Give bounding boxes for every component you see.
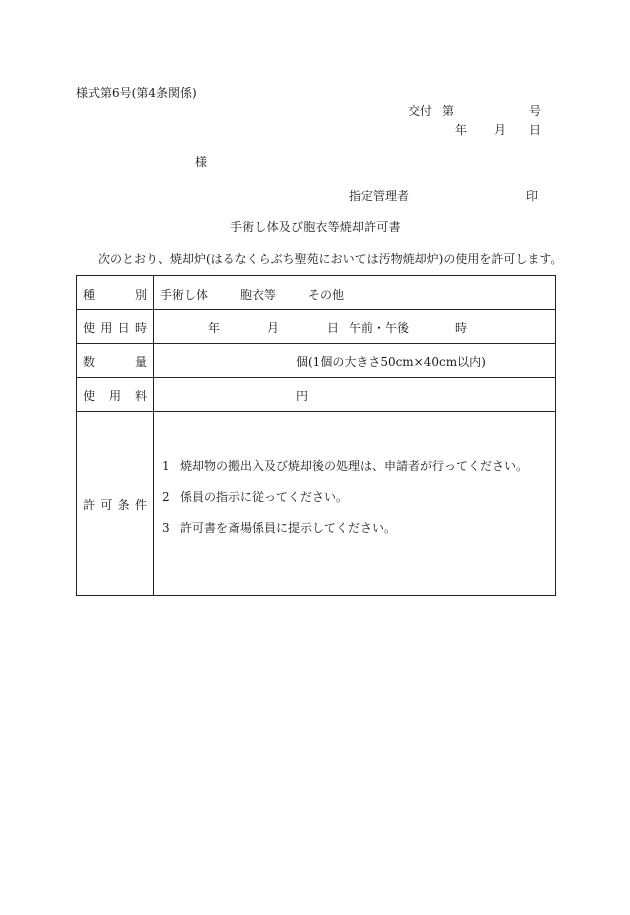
conditions-label-char: 可 [100, 498, 113, 512]
condition-number: 2 [162, 490, 170, 504]
condition-item [162, 459, 528, 473]
date-month: 月 [494, 123, 507, 137]
datetime-label-char: 使 [83, 321, 96, 335]
form-number: 様式第6号(第4条関係) [76, 86, 197, 100]
datetime-month: 月 [267, 321, 280, 335]
condition-text: 焼却物の搬出入及び焼却後の処理は、申請者が行ってください。 [180, 459, 529, 473]
datetime-label [83, 321, 147, 335]
issue-go: 号 [529, 104, 542, 118]
issue-number-line [408, 104, 542, 118]
row-divider [77, 377, 555, 378]
permit-table [76, 275, 556, 596]
row-divider [77, 309, 555, 310]
datetime-day: 日 [327, 321, 340, 335]
condition-number: 3 [162, 521, 170, 535]
datetime-label-char: 時 [134, 321, 147, 335]
issue-label: 交付 [408, 104, 433, 118]
datetime-hour: 時 [455, 321, 468, 335]
datetime-ampm: 午前・午後 [349, 321, 410, 335]
issue-date-line [455, 123, 542, 137]
intro-text: 次のとおり、焼却炉(はるなくらぶち聖苑においては汚物焼却炉)の使用を許可します。 [98, 252, 563, 266]
document-title: 手術し体及び胞衣等焼却許可書 [230, 220, 401, 234]
kind-label [83, 288, 147, 302]
datetime-label-char: 用 [100, 321, 113, 335]
fee-label-char: 用 [108, 389, 121, 403]
kind-option-placenta: 胞衣等 [240, 288, 277, 302]
conditions-label-char: 件 [134, 498, 147, 512]
condition-item [162, 521, 396, 535]
fee-label-char: 料 [134, 389, 147, 403]
kind-label-char: 別 [134, 288, 147, 302]
addressee-suffix: 様 [195, 155, 208, 169]
label-column-divider [153, 276, 154, 595]
fee-label-char: 使 [83, 389, 96, 403]
quantity-label-char: 数 [83, 355, 96, 369]
date-day: 日 [529, 123, 542, 137]
manager-label: 指定管理者 [349, 189, 410, 203]
fee-value: 円 [296, 389, 309, 403]
fee-label [83, 389, 147, 403]
quantity-label-char: 量 [134, 355, 147, 369]
kind-option-other: その他 [308, 288, 345, 302]
issue-dai: 第 [442, 104, 455, 118]
kind-option-surgical: 手術し体 [160, 288, 209, 302]
quantity-label [83, 355, 147, 369]
datetime-year: 年 [208, 321, 221, 335]
date-year: 年 [455, 123, 468, 137]
kind-label-char: 種 [83, 288, 96, 302]
datetime-label-char: 日 [117, 321, 130, 335]
condition-text: 係員の指示に従ってください。 [180, 490, 349, 504]
row-divider [77, 343, 555, 344]
seal-mark: 印 [526, 189, 539, 203]
condition-number: 1 [162, 459, 170, 473]
row-divider [77, 411, 555, 412]
condition-item [162, 490, 348, 504]
kind-options [160, 288, 376, 302]
quantity-value: 個(1個の大きさ50cm×40cm以内) [296, 355, 486, 369]
conditions-label-char: 許 [83, 498, 96, 512]
condition-text: 許可書を斎場係員に提示してください。 [180, 521, 397, 535]
conditions-label-char: 条 [117, 498, 130, 512]
conditions-label [83, 498, 147, 512]
